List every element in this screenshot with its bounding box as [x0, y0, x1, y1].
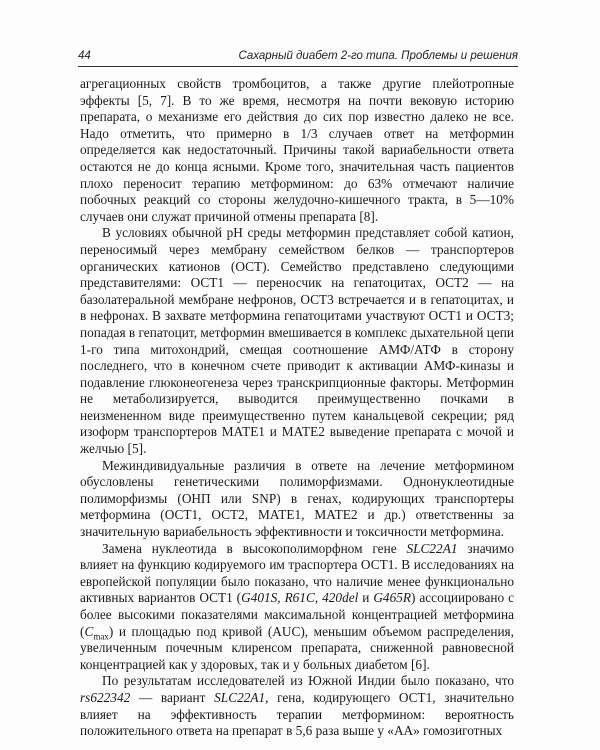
paragraph	[80, 541, 514, 674]
italic-term: SLC22A1	[406, 540, 458, 556]
text-run: значимо влияет на функцию кодируемого им траспортера ОСТ1. В исследованиях на европейской популяции было показано, что наличие менее функционально активных вариантов ОСТ1 (	[80, 540, 514, 606]
italic-term: 420del	[322, 590, 359, 606]
text-run: Межиндивидуальные различия в ответе на лечение метформином обусловлены генетическими полиморфизмами. Однонуклеотидные полиморфизмы (ОНП или SNP) в генах, кодирующих транспортеры метформина (ОСТ1, ОСТ2, МАТЕ1, МАТЕ2 и др.) ответственны за значительную вариабельность эффективности и токсичности метформина.	[80, 457, 514, 540]
italic-term: SLC22A1	[214, 689, 266, 705]
text-run: ) и площадью под кривой (AUC), меньшим объемом распределения, увеличенным почечным клиренсом препарата, сниженной равновесной концентрацией как у здоровых, так и у больных диабетом [6].	[80, 623, 514, 672]
text-run: ,	[314, 590, 323, 606]
running-header	[78, 44, 518, 66]
header-rule	[78, 66, 518, 67]
subscript: max	[93, 631, 109, 642]
italic-term: R61C	[284, 590, 315, 606]
italic-term: rs622342	[80, 689, 131, 705]
text-run: ,	[277, 590, 285, 606]
text-run: , гена, кодирующего ОСТ1, значительно влияет на эффективность терапии метформином: вероятность положительного ответа на препарат в 5,6 раза выше у «АА» гомозиготных	[80, 689, 514, 739]
paragraph	[80, 673, 514, 739]
paragraph	[80, 225, 514, 457]
page-body	[80, 76, 514, 740]
text-run: По результатам исследователей из Южной Индии было показано, что	[102, 673, 514, 689]
text-run: Замена нуклеотида в высокополиморфном гене	[102, 540, 407, 556]
italic-term: G465R	[373, 590, 411, 606]
text-run: агрегационных свойств тромбоцитов, а также другие плейотропные эффекты [5, 7]. В то же время, несмотря на почти вековую историю препарата, о механизме его действия до сих пор известно далеко не все. Надо отметить, что примерно в 1/3 случаев ответ на метформин определяется как недостаточный. Причины такой вариабельности ответа остаются не до конца ясными. Кроме того, значительная часть пациентов плохо переносит терапию метформином: до 63% отмечают наличие побочных реакций со стороны желудочно-кишечного тракта, в 5—10% случаев они служат причиной отмены препарата [8].	[80, 76, 514, 224]
italic-term: G401S	[241, 590, 278, 606]
paragraph	[80, 458, 514, 541]
text-run: — вариант	[130, 689, 215, 705]
italic-term: C	[84, 623, 94, 639]
page-number: 44	[78, 50, 91, 62]
running-title: Сахарный диабет 2-го типа. Проблемы и решения	[238, 50, 518, 62]
paragraph	[80, 76, 514, 225]
text-run: и	[358, 590, 374, 606]
text-run: В условиях обычной pH среды метформин представляет собой катион, переносимый через мембрану семейством белков — транспортеров органических катионов (ОСТ). Семейство представлено следующими представителями: ОСТ1 — переносчик на гепатоцитах, ОСТ2 — на базолатеральной мембране нефронов, ОСТ3 встречается и в гепатоцитах, и в нефронах. В захвате метформина гепатоцитами участвуют ОСТ1 и ОСТ3; попадая в гепатоцит, метформин вмешивается в комплекс дыхательной цепи 1-го типа митохондрий, смещая соотношение АМФ/АТФ в сторону последнего, что в конечном счете приводит к активации АМФ-киназы и подавление глюконеогенеза через транскрипционные факторы. Метформин не метаболизируется, выводится преимущественно почками в неизмененном виде преимущественно путем канальцевой секреции; ряд изоформ транспортеров МАТЕ1 и МАТЕ2 выведение препарата с мочой и желчью [5].	[80, 225, 514, 457]
text-run: ) ассоциировано с более высокими показателями максимальной концентрацией метформина (	[80, 590, 514, 639]
